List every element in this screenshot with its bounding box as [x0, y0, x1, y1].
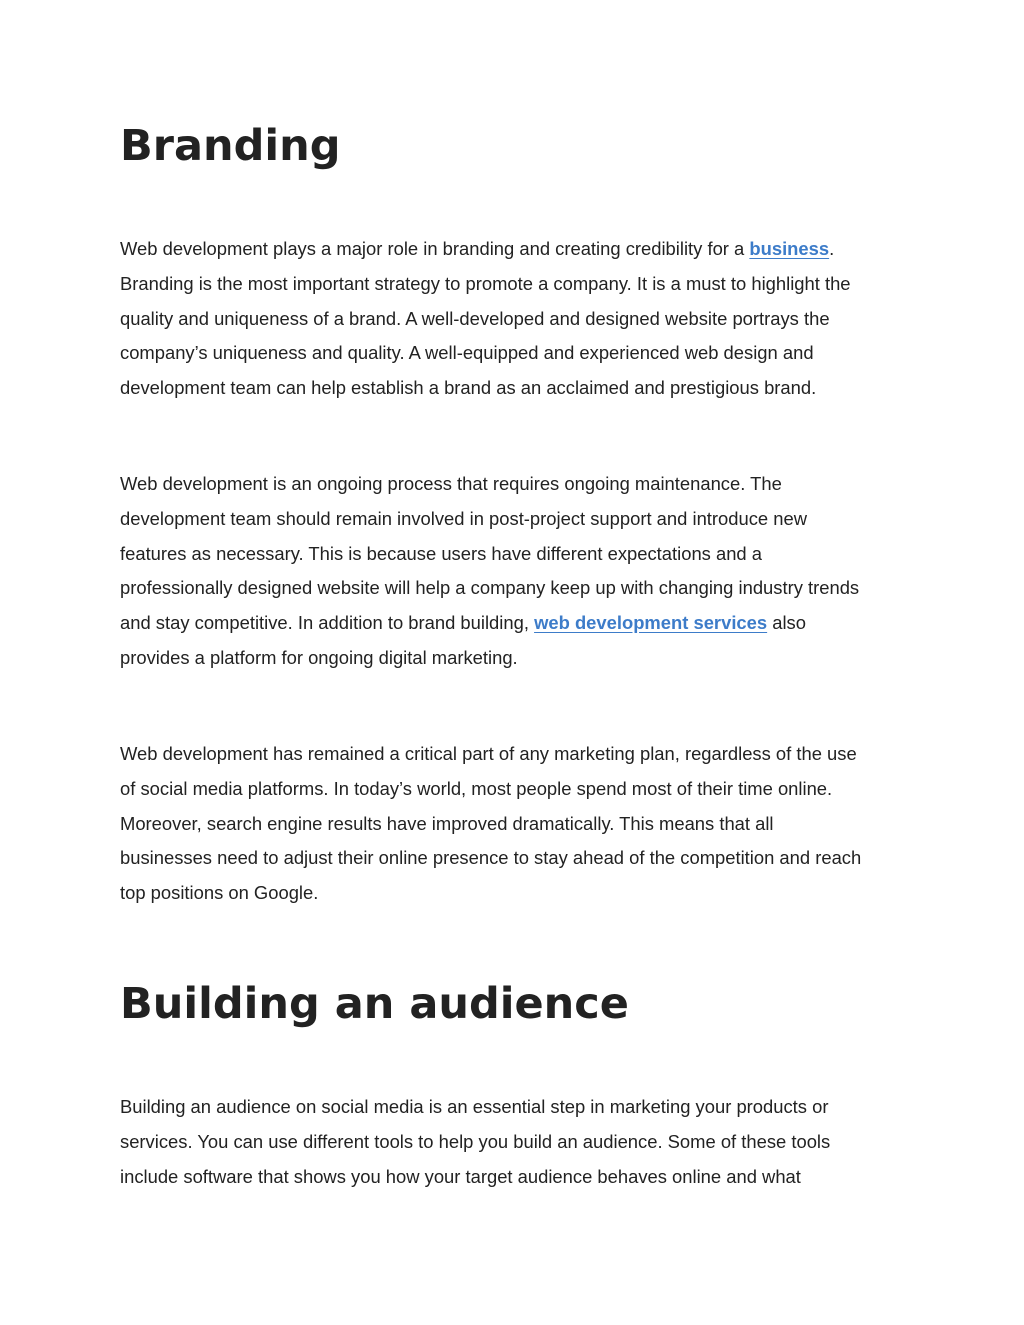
web-development-services-link[interactable]: web development services	[534, 612, 768, 634]
text-line: services. You can use different tools to help you build an audience. Some of these tools	[120, 1130, 831, 1152]
text-line: top positions on Google.	[120, 882, 319, 904]
paragraph-ongoing-process	[120, 467, 910, 676]
business-link[interactable]: business	[749, 238, 830, 259]
text-line: of social media platforms. In today’s world, most people spend most of their time online.	[120, 777, 833, 799]
text-line: Branding is the most important strategy to promote a company. It is a must to highlight the	[120, 272, 851, 294]
paragraph-building-audience	[120, 1090, 910, 1194]
text-line: Building an audience on social media is an essential step in marketing your products or	[120, 1096, 829, 1117]
text-line: development team should remain involved in post-project support and introduce new	[120, 507, 807, 529]
paragraph-marketing-plan	[120, 737, 910, 911]
text-line: quality and uniqueness of a brand. A well-developed and designed website portrays the	[120, 307, 830, 329]
paragraph-branding-credibility	[120, 232, 910, 406]
text-line: Moreover, search engine results have improved dramatically. This means that all	[120, 812, 774, 834]
text-line	[120, 232, 910, 267]
text-fragment: and stay competitive. In addition to brand building,	[120, 612, 535, 634]
text-line: company’s uniqueness and quality. A well-equipped and experienced web design and	[120, 342, 814, 364]
text-line: Web development is an ongoing process that requires ongoing maintenance. The	[120, 473, 782, 494]
text-line: features as necessary. This is because users have different expectations and a	[120, 542, 763, 564]
text-line: businesses need to adjust their online presence to stay ahead of the competition and reach	[120, 847, 862, 869]
text-fragment: Web development plays a major role in branding and creating credibility for a	[120, 238, 750, 259]
text-line: Web development has remained a critical part of any marketing plan, regardless of the use	[120, 743, 857, 764]
section-heading-branding: Branding	[120, 121, 341, 171]
text-line: development team can help establish a brand as an acclaimed and prestigious brand.	[120, 377, 817, 399]
text-line: include software that shows you how your target audience behaves online and what	[120, 1165, 801, 1187]
text-fragment: also	[767, 612, 806, 634]
text-line: professionally designed website will help a company keep up with changing industry trends	[120, 577, 860, 599]
text-line	[120, 606, 910, 641]
section-heading-building-audience: Building an audience	[120, 979, 629, 1029]
text-line: provides a platform for ongoing digital marketing.	[120, 646, 518, 668]
text-fragment: .	[829, 238, 835, 259]
